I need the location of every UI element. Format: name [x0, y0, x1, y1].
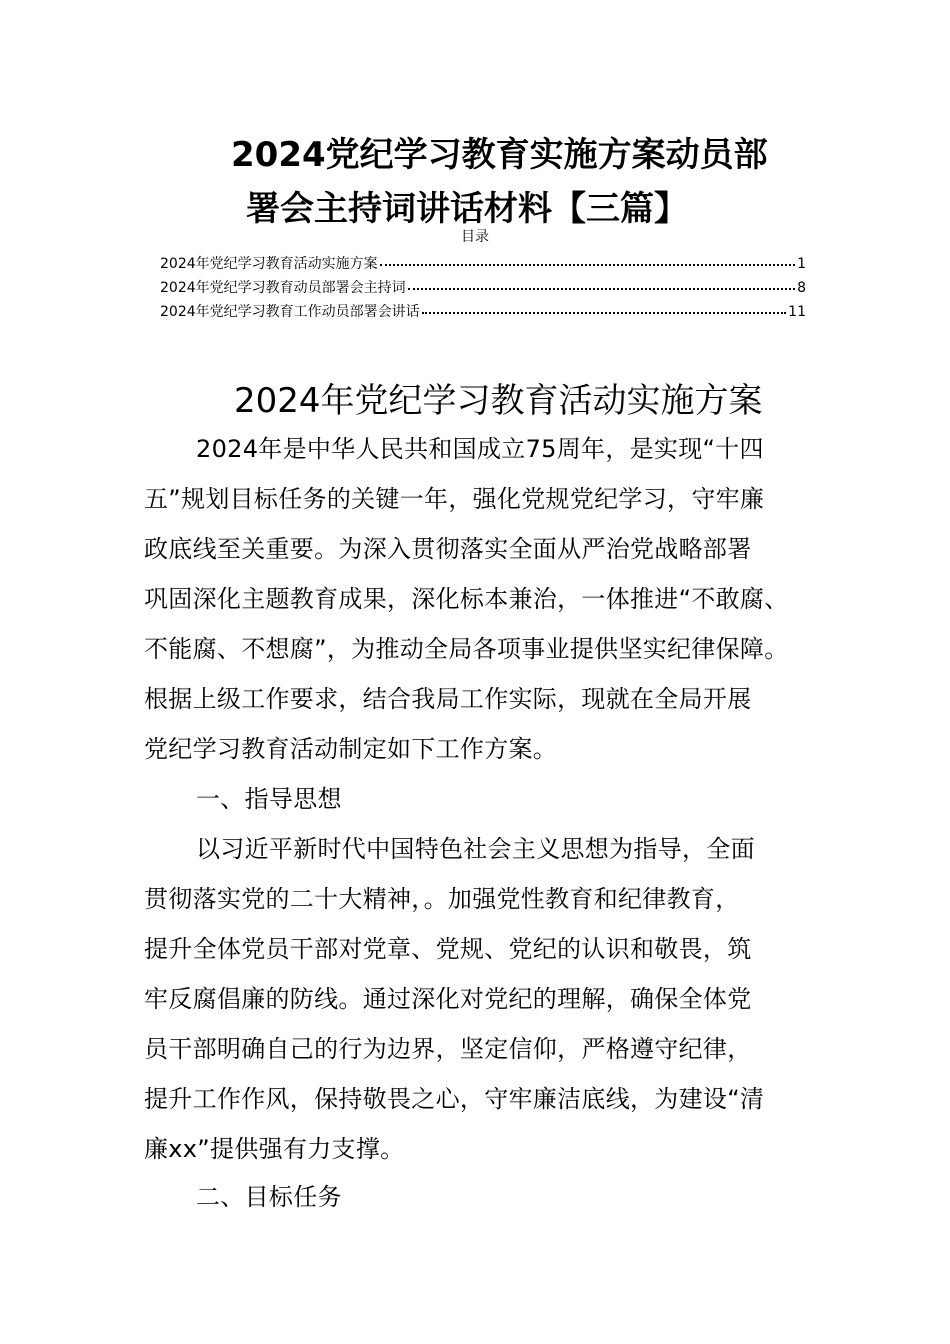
document-title: [200, 128, 820, 236]
document-title-line-1: 2024党纪学习教育实施方案动员部: [231, 135, 768, 175]
paragraph-line: 政底线至关重要。为深入贯彻落实全面从严治党战略部署: [144, 535, 752, 563]
toc-entry-page: 1: [797, 256, 806, 272]
paragraph-intro: [144, 424, 834, 774]
toc-dot-leader: [422, 298, 787, 314]
toc-entry-page: 11: [788, 304, 806, 320]
section-heading: 二、目标任务: [196, 1183, 342, 1211]
toc-entry-text: 2024年党纪学习教育工作动员部署会讲话: [160, 304, 420, 320]
paragraph-line: 五”规划目标任务的关键一年，强化党规党纪学习，守牢廉: [144, 485, 765, 513]
paragraph-line: 提升工作作风，保持敬畏之心，守牢廉洁底线，为建设“清: [144, 1085, 765, 1113]
toc-entry-page: 8: [797, 280, 806, 296]
heading-guiding-ideology: [144, 774, 834, 824]
toc-heading: 目录: [461, 229, 489, 245]
paragraph-line: 廉xx”提供强有力支撑。: [144, 1135, 405, 1163]
paragraph-line: 提升全体党员干部对党章、党规、党纪的认识和敬畏，筑: [144, 935, 752, 963]
table-of-contents: [160, 252, 806, 324]
paragraph-line: 巩固深化主题教育成果，深化标本兼治，一体推进“不敢腐、: [144, 585, 789, 613]
paragraph-guiding-ideology: [144, 824, 834, 1174]
document-title-line-2: 署会主持词讲话材料【三篇】: [246, 189, 688, 229]
toc-entry-text: 2024年党纪学习教育活动实施方案: [160, 256, 378, 272]
section-title: 2024年党纪学习教育活动实施方案: [234, 381, 763, 421]
toc-entry[interactable]: [160, 300, 806, 324]
paragraph-line: 2024年是中华人民共和国成立75周年，是实现“十四: [196, 435, 764, 463]
paragraph-line: 不能腐、不想腐”，为推动全局各项事业提供坚实纪律保障。: [144, 635, 789, 663]
paragraph-line: 贯彻落实党的二十大精神，。加强党性教育和纪律教育，: [144, 885, 740, 913]
paragraph-line: 根据上级工作要求，结合我局工作实际，现就在全局开展: [144, 685, 752, 713]
heading-goals: [144, 1172, 834, 1222]
paragraph-line: 党纪学习教育活动制定如下工作方案。: [144, 735, 558, 763]
toc-dot-leader: [380, 250, 795, 266]
toc-entry-text: 2024年党纪学习教育动员部署会主持词: [160, 280, 406, 296]
paragraph-line: 员干部明确自己的行为边界，坚定信仰，严格遵守纪律，: [144, 1035, 752, 1063]
toc-entry[interactable]: [160, 276, 806, 300]
paragraph-line: 牢反腐倡廉的防线。通过深化对党纪的理解，确保全体党: [144, 985, 752, 1013]
toc-dot-leader: [408, 274, 795, 290]
paragraph-line: 以习近平新时代中国特色社会主义思想为指导，全面: [196, 835, 755, 863]
section-heading: 一、指导思想: [196, 785, 342, 813]
toc-entry[interactable]: [160, 252, 806, 276]
